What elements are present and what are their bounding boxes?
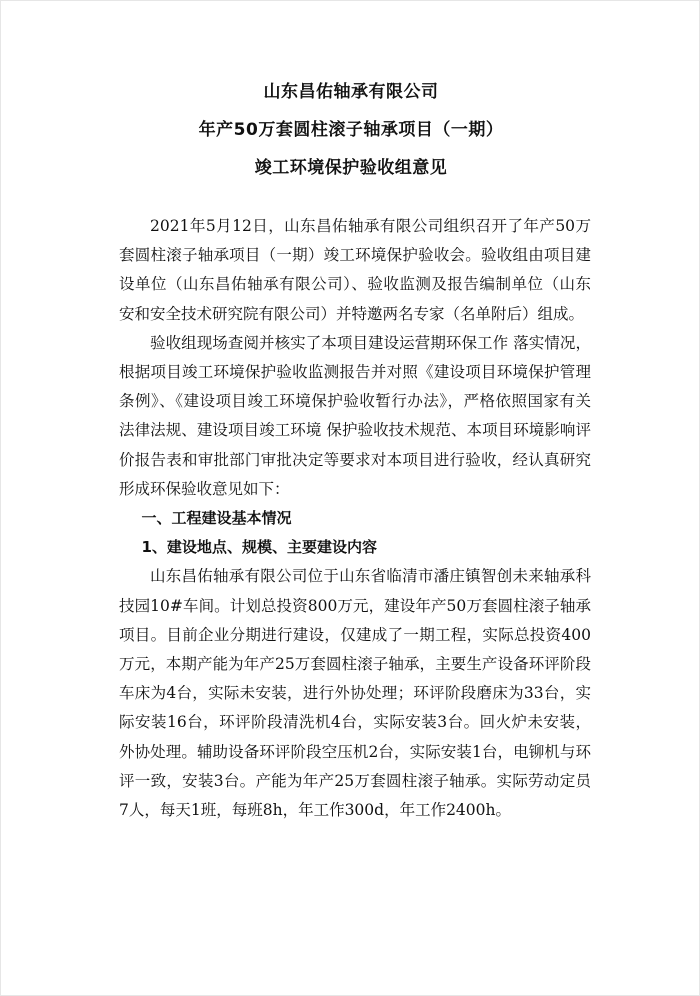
construction-paragraph: 山东昌佑轴承有限公司位于山东省临清市潘庄镇智创未来轴承科技园10#车间。计划总投资800万元，建设年产50万套圆柱滚子轴承项目。目前企业分期进行建设，仅建成了一期工程，实际总投资400万元，本期产能为年产25万套圆柱滚子轴承，主要生产设备环评阶段车床为4台，实际未安装，进行外协处理；环评阶段磨床为33台，实际安装16台，环评阶段清洗机4台，实际安装3台。回火炉未安装，外协处理。辅助设备环评阶段空压机2台，实际安装1台，电铆机与环评一致，安装3台。产能为年产25万套圆柱滚子轴承。实际劳动定员7人，每天1班，每班8h，年工作300d，年工作2400h。 bbox=[119, 567, 591, 820]
section-heading: 一、工程建设基本情况 bbox=[141, 509, 292, 528]
project-name-title: 年产50万套圆柱滚子轴承项目（一期） bbox=[198, 120, 504, 140]
document-title bbox=[1, 73, 700, 187]
intro-paragraph: 2021年5月12日，山东昌佑轴承有限公司组织召开了年产50万套圆柱滚子轴承项目（一期）竣工环境保护验收会。验收组由项目建设单位（山东昌佑轴承有限公司）、验收监测及报告编制单位（山东安和安全技术研究院有限公司）并特邀两名专家（名单附后）组成。 bbox=[119, 217, 591, 323]
document-body bbox=[119, 212, 591, 825]
review-paragraph: 验收组现场查阅并核实了本项目建设运营期环保工作 落实情况，根据项目竣工环境保护验收监测报告并对照《建设项目环境保护管理条例》、《建设项目竣工环境保护验收暂行办法》，严格依照国家有关法律法规、建设项目竣工环境 保护验收技术规范、本项目环境影响评价报告表和审批部门审批决定等要求对本项目进行验收，经认真研究形成环保验收意见如下： bbox=[119, 333, 591, 498]
subsection-heading: 1、建设地点、规模、主要建设内容 bbox=[141, 538, 377, 557]
company-name-title: 山东昌佑轴承有限公司 bbox=[263, 82, 439, 102]
opinion-title: 竣工环境保护验收组意见 bbox=[254, 158, 448, 178]
